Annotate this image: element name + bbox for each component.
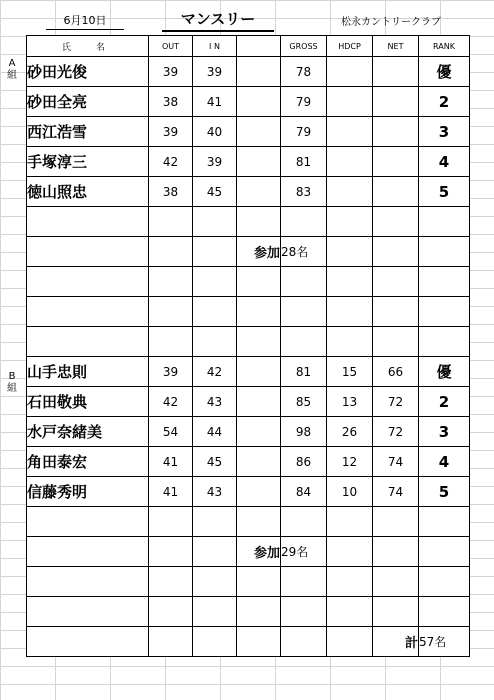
out-score: 42 [149,387,193,417]
empty-cell [327,237,373,267]
gross-score: 98 [281,417,327,447]
empty-cell [27,507,149,537]
empty-row [27,327,470,357]
table-row [27,387,470,417]
empty-cell [281,327,327,357]
gross-score: 78 [281,57,327,87]
rank-value: 2 [419,87,470,117]
out-score: 38 [149,177,193,207]
empty-cell [327,207,373,237]
empty-cell [149,567,193,597]
hdcp-value [327,117,373,147]
empty-cell [193,237,237,267]
empty-cell [193,327,237,357]
group-a-side-label: A 組 [7,58,17,81]
empty-row [27,567,470,597]
gross-score: 81 [281,147,327,177]
empty-cell [237,597,281,627]
hdcp-value: 10 [327,477,373,507]
net-score: 74 [373,477,419,507]
out-score: 39 [149,117,193,147]
column-header-blank [237,36,281,57]
empty-cell [149,327,193,357]
participation-row [27,237,470,267]
empty-row [27,267,470,297]
empty-cell [373,297,419,327]
empty-cell [281,507,327,537]
empty-cell [281,297,327,327]
empty-cell [419,237,470,267]
blank-cell [237,117,281,147]
empty-cell [27,207,149,237]
player-name: 石田敬典 [27,387,149,417]
blank-cell [237,387,281,417]
empty-cell [419,597,470,627]
table-row [27,417,470,447]
player-name: 山手忠則 [27,357,149,387]
total-row [27,627,470,657]
rank-value: 優 [419,57,470,87]
empty-cell [27,297,149,327]
empty-cell [149,267,193,297]
empty-cell [193,207,237,237]
gross-score: 86 [281,447,327,477]
player-name: 信藤秀明 [27,477,149,507]
participation-count: 28名 [281,237,327,267]
empty-cell [373,537,419,567]
gross-score: 85 [281,387,327,417]
out-score: 39 [149,57,193,87]
total-count: 57名 [419,627,470,657]
empty-row [27,597,470,627]
empty-cell [419,207,470,237]
participation-label: 参加 [237,537,281,567]
empty-cell [193,537,237,567]
empty-cell [27,267,149,297]
blank-cell [237,417,281,447]
empty-cell [27,237,149,267]
hdcp-value: 12 [327,447,373,477]
net-score [373,117,419,147]
in-score: 42 [193,357,237,387]
table-row [27,57,470,87]
empty-cell [373,327,419,357]
rank-value: 4 [419,147,470,177]
empty-cell [419,267,470,297]
empty-cell [419,327,470,357]
group-b-side-label: B 組 [7,371,17,394]
column-header-net: NET [373,36,419,57]
empty-row [27,207,470,237]
hdcp-value [327,147,373,177]
empty-cell [373,507,419,537]
in-score: 39 [193,57,237,87]
empty-cell [327,537,373,567]
net-score: 66 [373,357,419,387]
empty-cell [237,297,281,327]
in-score: 40 [193,117,237,147]
rank-value: 優 [419,357,470,387]
empty-cell [237,327,281,357]
in-score: 44 [193,417,237,447]
empty-cell [327,507,373,537]
blank-cell [237,87,281,117]
table-row [27,357,470,387]
player-name: 手塚淳三 [27,147,149,177]
net-score: 72 [373,417,419,447]
empty-cell [237,207,281,237]
empty-row [27,297,470,327]
total-label: 計 [373,627,419,657]
score-table [26,35,470,657]
gross-score: 79 [281,117,327,147]
player-name: 徳山照忠 [27,177,149,207]
in-score: 45 [193,177,237,207]
net-score [373,177,419,207]
empty-cell [327,267,373,297]
table-row [27,87,470,117]
empty-cell [193,567,237,597]
in-score: 43 [193,387,237,417]
empty-row [27,507,470,537]
rank-value: 2 [419,387,470,417]
empty-cell [193,297,237,327]
column-header-rank: RANK [419,36,470,57]
net-score: 74 [373,447,419,477]
table-row [27,177,470,207]
empty-cell [27,627,149,657]
empty-cell [281,567,327,597]
empty-cell [419,297,470,327]
club-name: 松永カントリークラブ [341,17,441,28]
rank-value: 5 [419,477,470,507]
gross-score: 83 [281,177,327,207]
out-score: 41 [149,477,193,507]
in-score: 43 [193,477,237,507]
empty-cell [327,627,373,657]
in-score: 41 [193,87,237,117]
empty-cell [193,507,237,537]
blank-cell [237,477,281,507]
hdcp-value [327,57,373,87]
column-header-in: I N [193,36,237,57]
empty-cell [327,297,373,327]
rank-value: 5 [419,177,470,207]
participation-label: 参加 [237,237,281,267]
column-header-gross: GROSS [281,36,327,57]
empty-cell [193,597,237,627]
out-score: 38 [149,87,193,117]
empty-cell [27,327,149,357]
table-row [27,447,470,477]
player-name: 砂田全亮 [27,87,149,117]
hdcp-value [327,177,373,207]
blank-cell [237,177,281,207]
empty-cell [27,567,149,597]
empty-cell [149,537,193,567]
empty-cell [149,297,193,327]
rank-value: 4 [419,447,470,477]
header-row [27,36,470,57]
table-row [27,477,470,507]
out-score: 41 [149,447,193,477]
out-score: 39 [149,357,193,387]
player-name: 砂田光俊 [27,57,149,87]
column-header-out: OUT [149,36,193,57]
empty-cell [149,207,193,237]
table-row [27,147,470,177]
empty-cell [373,207,419,237]
hdcp-value: 26 [327,417,373,447]
empty-cell [237,567,281,597]
blank-cell [237,147,281,177]
rank-value: 3 [419,417,470,447]
gross-score: 79 [281,87,327,117]
empty-cell [373,267,419,297]
empty-cell [281,207,327,237]
gross-score: 81 [281,357,327,387]
net-score: 72 [373,387,419,417]
empty-cell [237,627,281,657]
blank-cell [237,357,281,387]
blank-cell [237,57,281,87]
participation-count: 29名 [281,537,327,567]
empty-cell [419,537,470,567]
out-score: 54 [149,417,193,447]
empty-cell [149,597,193,627]
empty-cell [327,327,373,357]
table-row [27,117,470,147]
gross-score: 84 [281,477,327,507]
hdcp-value [327,87,373,117]
player-name: 水戸奈緒美 [27,417,149,447]
player-name: 西江浩雪 [27,117,149,147]
empty-cell [373,567,419,597]
out-score: 42 [149,147,193,177]
net-score [373,147,419,177]
in-score: 45 [193,447,237,477]
empty-cell [237,267,281,297]
empty-cell [281,597,327,627]
empty-cell [419,567,470,597]
empty-cell [237,507,281,537]
empty-cell [27,597,149,627]
in-score: 39 [193,147,237,177]
empty-cell [327,567,373,597]
empty-cell [149,627,193,657]
empty-cell [27,537,149,567]
empty-cell [193,627,237,657]
empty-cell [281,627,327,657]
empty-cell [149,237,193,267]
hdcp-value: 15 [327,357,373,387]
net-score [373,87,419,117]
empty-cell [419,507,470,537]
net-score [373,57,419,87]
column-header-name: 氏 名 [27,36,149,57]
empty-cell [281,267,327,297]
hdcp-value: 13 [327,387,373,417]
player-name: 角田泰宏 [27,447,149,477]
empty-cell [327,597,373,627]
empty-cell [373,597,419,627]
empty-cell [373,237,419,267]
date-label: 6月10日 [46,12,124,30]
participation-row [27,537,470,567]
column-header-hdcp: HDCP [327,36,373,57]
empty-cell [193,267,237,297]
empty-cell [149,507,193,537]
page-title: マンスリー [162,8,274,32]
blank-cell [237,447,281,477]
rank-value: 3 [419,117,470,147]
